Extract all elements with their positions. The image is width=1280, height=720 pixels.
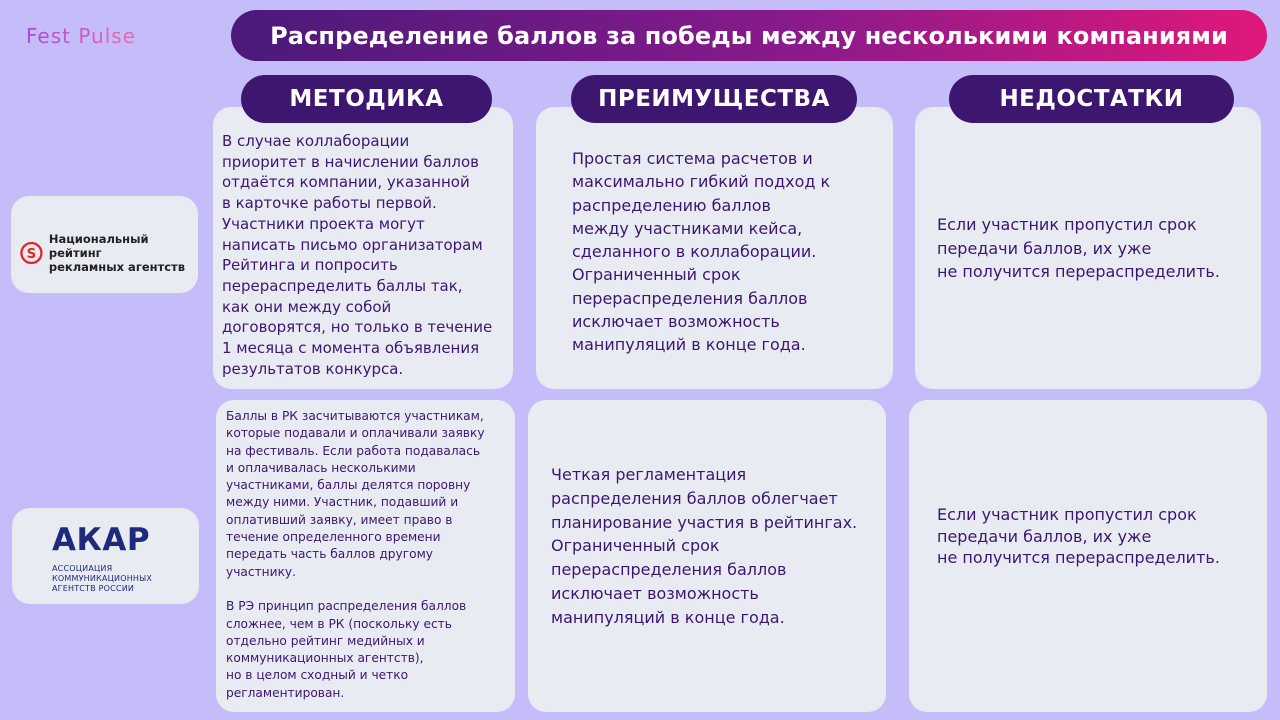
disadvantages-text-nra: Если участник пропустил срок передачи баллов, их уже не получится перераспределить.	[937, 215, 1220, 281]
methodology-card-akap	[216, 400, 515, 712]
methodology-text-akap: Баллы в РК засчитываются участникам, которые подавали и оплачивали заявку на фестиваль. Если работа подавалась и оплачивалась несколькими участниками, баллы делятся поровну между ними. Участник, подавший и оплативший заявку, имеет право в течение определенного времени передать часть баллов другому участнику. В РЭ принцип распределения баллов сложнее, чем в РК (поскольку есть отдельно рейтинг медийных и коммуникационных агентств), но в целом сходный и четко регламентирован.	[226, 409, 485, 700]
disadvantages-text-akap: Если участник пропустил срок передачи баллов, их уже не получится перераспределить.	[937, 505, 1220, 567]
brand-logo: Fest Pulse	[26, 24, 136, 48]
methodology-card-nra	[213, 107, 513, 389]
advantages-card-nra	[536, 107, 893, 389]
disadvantages-card-akap	[909, 400, 1267, 712]
disadvantages-card-nra	[915, 107, 1261, 389]
org-name-nra: Национальный рейтинг рекламных агентств	[48, 232, 185, 274]
column-header-methodology: МЕТОДИКА	[241, 75, 492, 123]
org-logo-card-akap	[12, 508, 199, 604]
column-header-disadvantages: НЕДОСТАТКИ	[949, 75, 1234, 123]
org-logo-card-nra	[11, 196, 198, 293]
advantages-card-akap	[528, 400, 886, 712]
methodology-text-nra: В случае коллаборации приоритет в начислении баллов отдаётся компании, указанной в карточке работы первой. Участники проекта могут написать письмо организаторам Рейтинга и попросить перераспределить баллы так, как они между собой договорятся, но только в течение 1 месяца с момента объявления результатов конкурса.	[222, 132, 493, 378]
page-title: Распределение баллов за победы между несколькими компаниями	[231, 10, 1267, 61]
s-circle-logo-icon	[20, 241, 43, 265]
svg-text:S: S	[26, 246, 37, 262]
org-name-akap: АКАР	[52, 522, 151, 558]
advantages-text-akap: Четкая регламентация распределения баллов облегчает планирование участия в рейтингах. Ограниченный срок перераспределения баллов исключает возможность манипуляций в конце года.	[551, 465, 858, 627]
org-subtitle-akap: АССОЦИАЦИЯ КОММУНИКАЦИОННЫХ АГЕНТСТВ РОССИИ	[52, 564, 153, 593]
column-header-advantages: ПРЕИМУЩЕСТВА	[571, 75, 857, 123]
advantages-text-nra: Простая система расчетов и максимально гибкий подход к распределению баллов между участниками кейса, сделанного в коллаборации. Ограниченный срок перераспределения баллов исключает возможность манипуляций в конце года.	[572, 149, 831, 355]
